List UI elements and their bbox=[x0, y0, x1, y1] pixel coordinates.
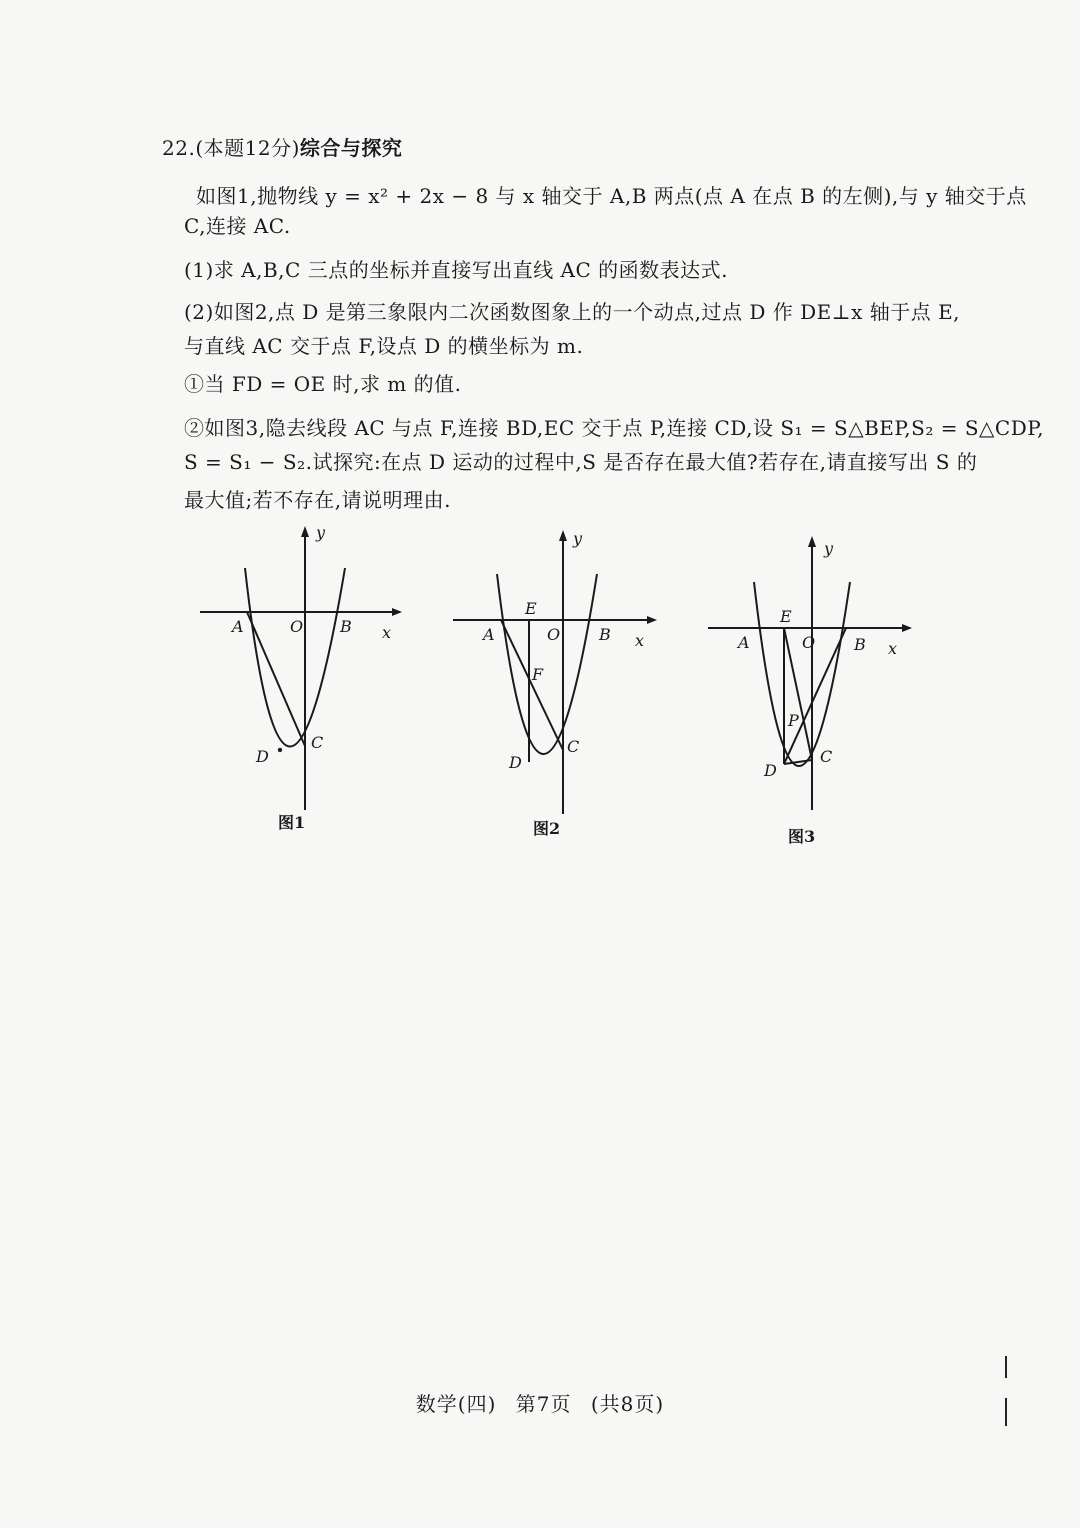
label-d: D bbox=[256, 747, 269, 766]
label-p: P bbox=[788, 711, 799, 730]
problem-line-9: 最大值;若不存在,请说明理由. bbox=[184, 488, 451, 512]
problem-line-7: ②如图3,隐去线段 AC 与点 F,连接 BD,EC 交于点 P,连接 CD,设 S₁ = S△BEP,S₂ = S△CDP, bbox=[184, 416, 1045, 440]
figure-1-diagram bbox=[190, 520, 420, 820]
label-c: C bbox=[311, 733, 324, 752]
label-d: D bbox=[764, 761, 777, 780]
label-b: B bbox=[599, 625, 611, 644]
figure-3 bbox=[700, 530, 930, 846]
figure-3-caption: 图3 bbox=[788, 827, 816, 846]
footer-page: 第7页 bbox=[515, 1392, 572, 1416]
question-topic: 综合与探究 bbox=[299, 136, 403, 160]
scan-edge-mark bbox=[1005, 1356, 1007, 1378]
label-o: O bbox=[802, 633, 816, 652]
label-a: A bbox=[232, 617, 244, 636]
page-footer bbox=[0, 1388, 1080, 1417]
label-e: E bbox=[525, 599, 537, 618]
label-f: F bbox=[532, 665, 544, 684]
label-b: B bbox=[340, 617, 352, 636]
x-axis-arrow-icon bbox=[647, 616, 657, 624]
problem-line-3: (1)求 A,B,C 三点的坐标并直接写出直线 AC 的函数表达式. bbox=[184, 258, 729, 282]
label-x: x bbox=[382, 623, 392, 642]
label-y: y bbox=[316, 523, 326, 542]
parabola bbox=[754, 582, 850, 766]
footer-subject: 数学(四) bbox=[415, 1392, 497, 1416]
problem-line-6: ①当 FD = OE 时,求 m 的值. bbox=[184, 372, 462, 396]
label-b: B bbox=[854, 635, 866, 654]
question-number: 22. bbox=[162, 136, 196, 160]
x-axis-arrow-icon bbox=[392, 608, 402, 616]
parabola bbox=[245, 568, 345, 747]
point-d bbox=[278, 748, 282, 752]
label-y: y bbox=[573, 529, 583, 548]
parabola bbox=[497, 574, 597, 754]
x-axis-arrow-icon bbox=[902, 624, 912, 632]
figure-2-diagram bbox=[445, 524, 675, 824]
label-a: A bbox=[483, 625, 495, 644]
problem-line-1: 如图1,抛物线 y = x² + 2x − 8 与 x 轴交于 A,B 两点(点 A 在点 B 的左侧),与 y 轴交于点 bbox=[196, 184, 1027, 208]
label-x: x bbox=[888, 639, 898, 658]
figure-2 bbox=[445, 524, 675, 838]
label-x: x bbox=[635, 631, 645, 650]
question-header bbox=[162, 132, 402, 161]
scan-edge-mark bbox=[1005, 1398, 1007, 1426]
y-axis-arrow-icon bbox=[301, 526, 309, 537]
label-o: O bbox=[547, 625, 561, 644]
label-c: C bbox=[567, 737, 580, 756]
problem-line-8: S = S₁ − S₂.试探究:在点 D 运动的过程中,S 是否存在最大值?若存在,请直接写出 S 的 bbox=[184, 450, 978, 474]
label-o: O bbox=[290, 617, 304, 636]
label-d: D bbox=[509, 753, 522, 772]
label-a: A bbox=[738, 633, 750, 652]
problem-line-5: 与直线 AC 交于点 F,设点 D 的横坐标为 m. bbox=[184, 334, 584, 358]
y-axis-arrow-icon bbox=[808, 536, 816, 547]
figure-1-caption: 图1 bbox=[278, 813, 306, 832]
figure-3-diagram bbox=[700, 530, 930, 830]
problem-line-4: (2)如图2,点 D 是第三象限内二次函数图象上的一个动点,过点 D 作 DE⊥x 轴于点 E, bbox=[184, 300, 961, 324]
question-score: (本题12分) bbox=[195, 136, 300, 160]
figure-1 bbox=[190, 520, 420, 832]
problem-line-2: C,连接 AC. bbox=[184, 214, 291, 238]
figure-2-caption: 图2 bbox=[533, 819, 561, 838]
label-y: y bbox=[824, 539, 834, 558]
segment-cd bbox=[784, 760, 812, 764]
label-e: E bbox=[780, 607, 792, 626]
label-c: C bbox=[820, 747, 833, 766]
y-axis-arrow-icon bbox=[559, 530, 567, 541]
footer-total: (共8页) bbox=[590, 1392, 665, 1416]
